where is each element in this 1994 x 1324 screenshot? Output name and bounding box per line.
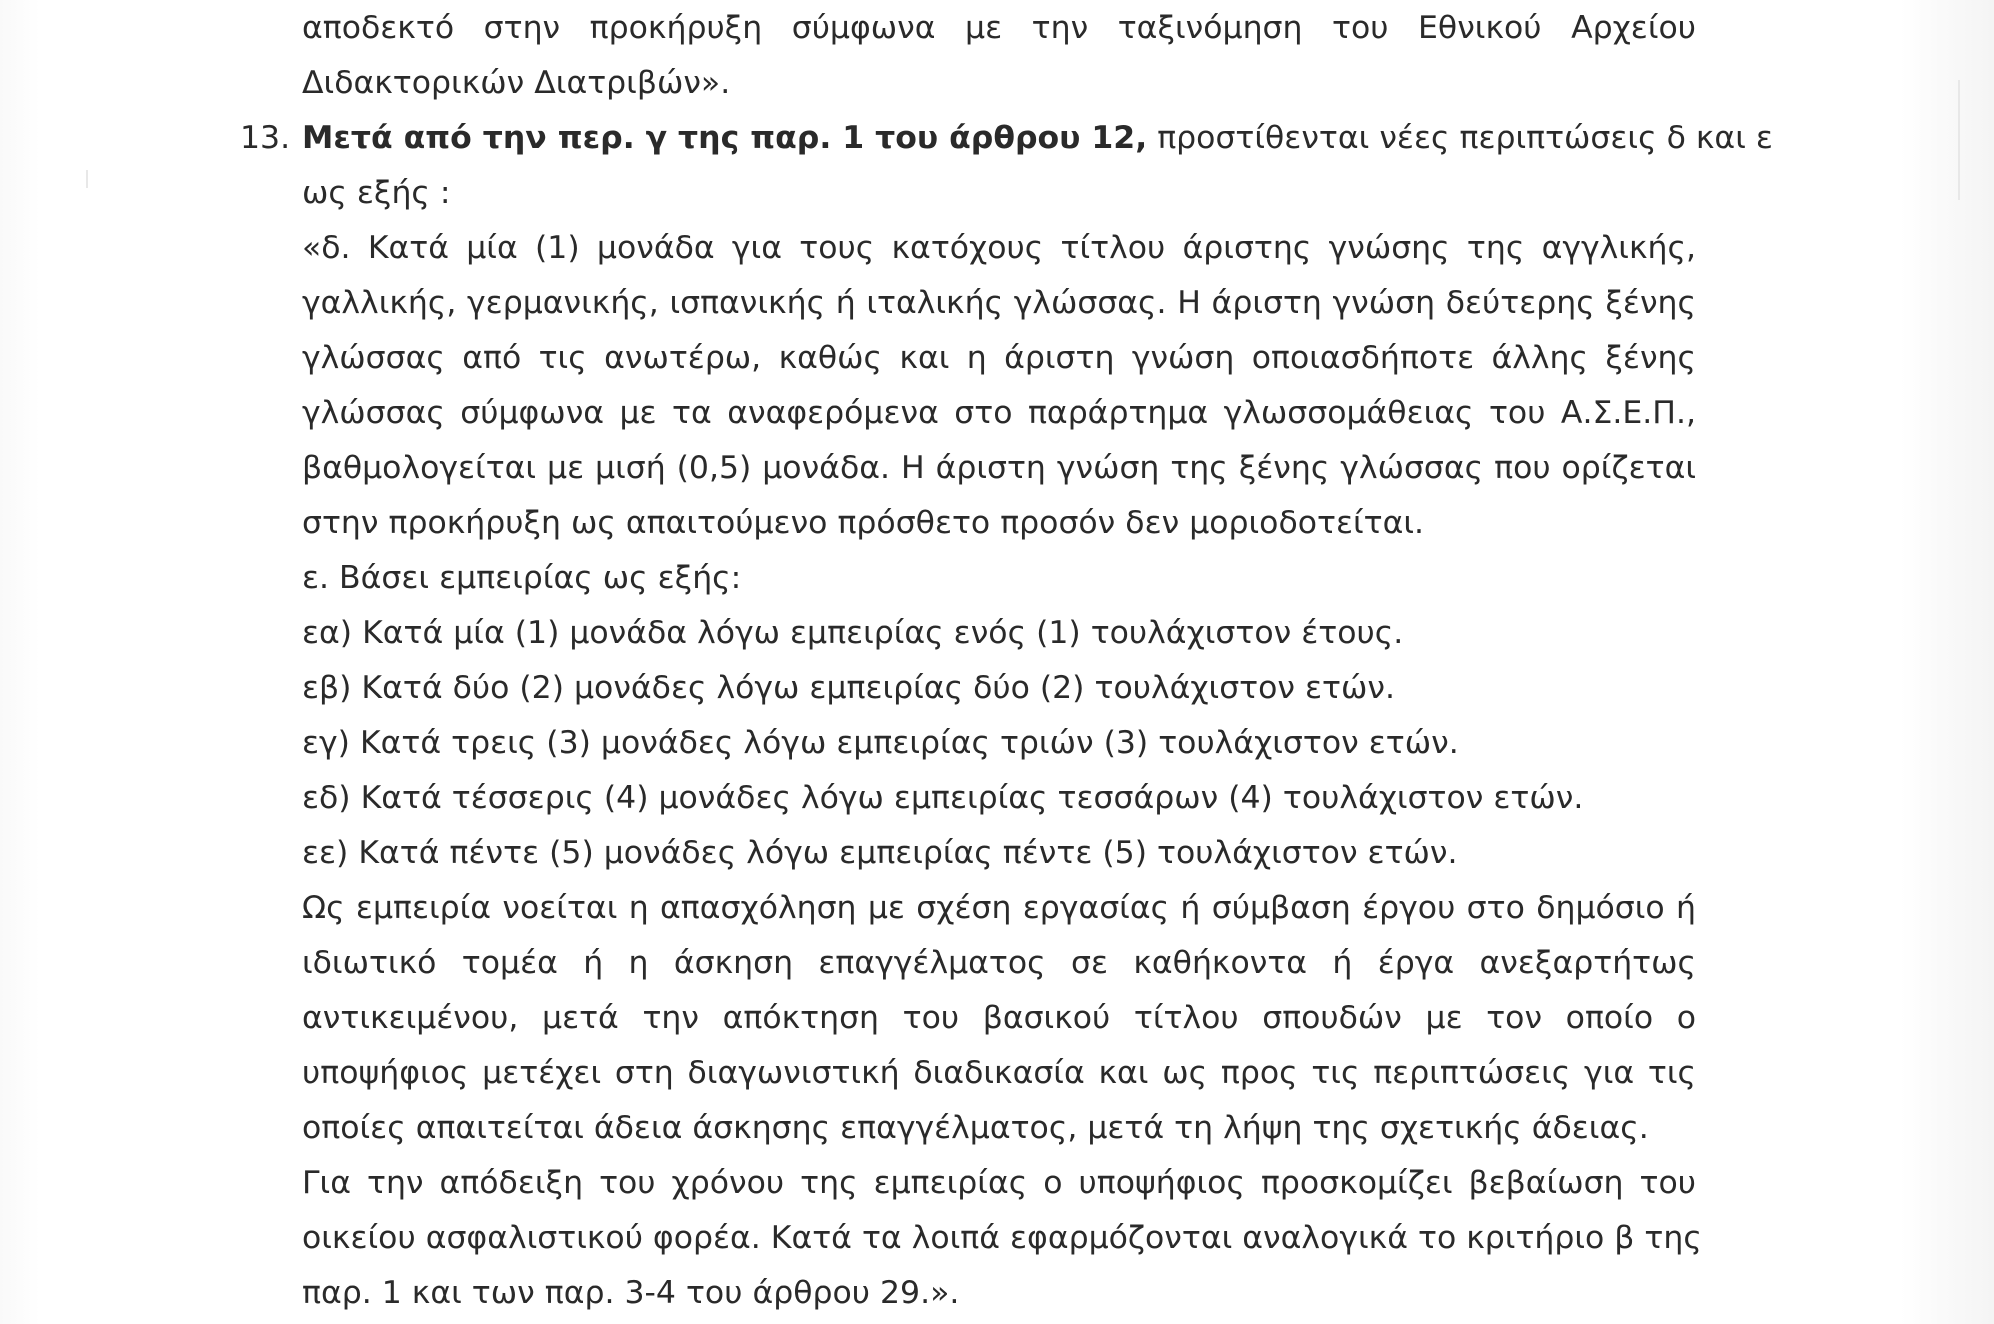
text-line <box>302 1211 1702 1266</box>
text-line <box>302 166 1696 221</box>
text-line <box>302 551 1696 606</box>
text-line <box>302 221 1696 276</box>
text-line <box>302 716 1696 771</box>
line-text: Διδακτορικών Διατριβών». <box>302 65 731 101</box>
line-text: εα) Κατά μία (1) μονάδα λόγω εμπειρίας ενός (1) τουλάχιστον έτους. <box>302 615 1404 651</box>
text-line <box>302 881 1696 936</box>
item-number: 13. <box>240 120 291 156</box>
line-text: ιδιωτικό τομέα ή η άσκηση επαγγέλματος σε καθήκοντα ή έργα ανεξαρτήτως <box>302 945 1696 981</box>
scan-artifact <box>86 170 88 188</box>
text-line <box>302 386 1696 441</box>
text-line <box>302 1101 1696 1156</box>
line-text: στην προκήρυξη ως απαιτούμενο πρόσθετο προσόν δεν μοριοδοτείται. <box>302 505 1425 541</box>
line-text: οικείου ασφαλιστικού φορέα. Κατά τα λοιπά εφαρμόζονται αναλογικά το κριτήριο β της <box>302 1220 1702 1256</box>
text-line <box>302 496 1696 551</box>
line-text: υποψήφιος μετέχει στη διαγωνιστική διαδικασία και ως προς τις περιπτώσεις για τις <box>302 1055 1696 1091</box>
line-text: Ως εμπειρία νοείται η απασχόληση με σχέση εργασίας ή σύμβαση έργου στο δημόσιο ή <box>302 890 1696 926</box>
line-text: γαλλικής, γερμανικής, ισπανικής ή ιταλικής γλώσσας. Η άριστη γνώση δεύτερης ξένης <box>302 285 1696 321</box>
document-body <box>302 1 1773 1321</box>
text-line <box>302 1 1696 56</box>
text-line <box>302 441 1696 496</box>
line-text: βαθμολογείται με μισή (0,5) μονάδα. Η άριστη γνώση της ξένης γλώσσας που ορίζεται <box>302 450 1696 486</box>
text-line <box>302 111 1773 166</box>
line-text: αποδεκτό στην προκήρυξη σύμφωνα με την ταξινόμηση του Εθνικού Αρχείου <box>302 10 1696 46</box>
text-line <box>302 331 1696 386</box>
text-line <box>302 826 1696 881</box>
line-text: γλώσσας από τις ανωτέρω, καθώς και η άριστη γνώση οποιασδήποτε άλλης ξένης <box>302 340 1696 376</box>
line-text: εε) Κατά πέντε (5) μονάδες λόγω εμπειρίας πέντε (5) τουλάχιστον ετών. <box>302 835 1458 871</box>
scan-artifact <box>1958 80 1960 200</box>
line-text: αντικειμένου, μετά την απόκτηση του βασικού τίτλου σπουδών με τον οποίο ο <box>302 1000 1696 1036</box>
bold-heading: Μετά από την περ. γ της παρ. 1 του άρθρου 12, <box>302 120 1148 156</box>
text-line <box>302 606 1696 661</box>
line-text: εγ) Κατά τρεις (3) μονάδες λόγω εμπειρίας τριών (3) τουλάχιστον ετών. <box>302 725 1459 761</box>
line-text: ως εξής : <box>302 175 451 211</box>
text-line <box>302 56 1696 111</box>
line-text: προστίθενται νέες περιπτώσεις δ και ε <box>1147 120 1773 156</box>
line-text: εδ) Κατά τέσσερις (4) μονάδες λόγω εμπειρίας τεσσάρων (4) τουλάχιστον ετών. <box>302 780 1584 816</box>
text-line <box>302 661 1696 716</box>
line-text: γλώσσας σύμφωνα με τα αναφερόμενα στο παράρτημα γλωσσομάθειας του Α.Σ.Ε.Π., <box>302 395 1696 431</box>
text-line <box>302 936 1696 991</box>
text-line <box>302 991 1696 1046</box>
line-text: παρ. 1 και των παρ. 3-4 του άρθρου 29.». <box>302 1275 960 1311</box>
line-text: οποίες απαιτείται άδεια άσκησης επαγγέλματος, μετά τη λήψη της σχετικής άδειας. <box>302 1110 1649 1146</box>
text-line <box>302 276 1696 331</box>
text-line <box>302 1046 1696 1101</box>
text-line <box>302 1266 1696 1321</box>
line-text: «δ. Κατά μία (1) μονάδα για τους κατόχους τίτλου άριστης γνώσης της αγγλικής, <box>302 230 1696 266</box>
line-text: ε. Βάσει εμπειρίας ως εξής: <box>302 560 742 596</box>
text-line <box>302 1156 1696 1211</box>
line-text: Για την απόδειξη του χρόνου της εμπειρίας ο υποψήφιος προσκομίζει βεβαίωση του <box>302 1165 1696 1201</box>
line-text: εβ) Κατά δύο (2) μονάδες λόγω εμπειρίας δύο (2) τουλάχιστον ετών. <box>302 670 1395 706</box>
text-line <box>302 771 1696 826</box>
